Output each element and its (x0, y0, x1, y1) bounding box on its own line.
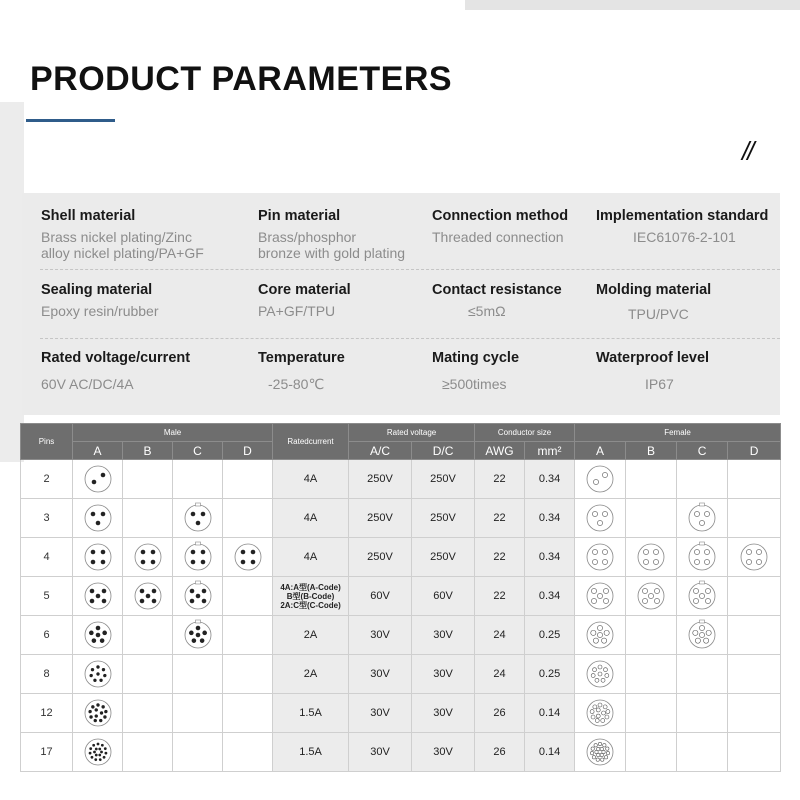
female-c-cell (677, 499, 728, 538)
female-pin-layout-icon (580, 736, 620, 768)
title-underline (26, 119, 115, 122)
male-a-cell (73, 655, 123, 694)
male-pin-layout-icon (178, 541, 218, 573)
param-label: Contact resistance (432, 282, 562, 298)
male-a-cell (73, 616, 123, 655)
param-shell-material (41, 208, 204, 261)
param-value: Brass/phosphor bronze with gold plating (258, 229, 406, 261)
female-a-cell (575, 577, 626, 616)
female-d-cell (728, 538, 781, 577)
param-label: Molding material (596, 282, 712, 298)
male-a-cell (73, 538, 123, 577)
rated-current-line: 4A:A型(A-Code) (280, 582, 341, 592)
pins-cell: 6 (21, 616, 73, 655)
female-d-cell (728, 499, 781, 538)
female-d-cell (728, 694, 781, 733)
female-pin-layout-icon (580, 619, 620, 651)
male-pin-layout-icon (78, 736, 118, 768)
table-row (21, 538, 781, 577)
male-pin-layout-icon (78, 463, 118, 495)
header-female: Female (575, 424, 781, 442)
awg-cell: 24 (475, 655, 525, 694)
female-b-cell (626, 733, 677, 772)
param-label: Implementation standard (596, 208, 769, 224)
female-pin-layout-icon (631, 580, 671, 612)
female-pin-layout-icon (631, 541, 671, 573)
rated-current-cell: 1.5A (273, 733, 349, 772)
ac-voltage-cell: 30V (349, 616, 412, 655)
table-row (21, 733, 781, 772)
male-c-cell (173, 577, 223, 616)
table-row (21, 616, 781, 655)
female-a-cell (575, 499, 626, 538)
pins-cell: 12 (21, 694, 73, 733)
dc-voltage-cell: 30V (412, 733, 475, 772)
ac-voltage-cell: 250V (349, 460, 412, 499)
param-label: Sealing material (41, 282, 153, 298)
female-a-cell (575, 733, 626, 772)
female-d-cell (728, 577, 781, 616)
dc-voltage-cell: 30V (412, 694, 475, 733)
param-temperature (258, 350, 345, 392)
female-pin-layout-icon (682, 619, 722, 651)
header-female-c: C (677, 442, 728, 460)
dc-voltage-cell: 30V (412, 655, 475, 694)
mm2-cell: 0.34 (525, 538, 575, 577)
param-waterproof-level (596, 350, 709, 392)
rated-current-cell: 4A (273, 499, 349, 538)
male-a-cell (73, 577, 123, 616)
mm2-cell: 0.34 (525, 460, 575, 499)
header-male-c: C (173, 442, 223, 460)
param-value: ≤5mΩ (468, 303, 506, 319)
female-pin-layout-icon (682, 580, 722, 612)
param-label: Rated voltage/current (41, 350, 191, 366)
header-dc: D/C (412, 442, 475, 460)
rated-current-cell (273, 577, 349, 616)
table-row (21, 694, 781, 733)
female-b-cell (626, 616, 677, 655)
rated-current-cell: 2A (273, 655, 349, 694)
page-title: PRODUCT PARAMETERS (30, 60, 453, 98)
male-b-cell (123, 460, 173, 499)
female-c-cell (677, 460, 728, 499)
male-c-cell (173, 733, 223, 772)
param-mating-cycle (432, 350, 519, 392)
header-pins: Pins (21, 424, 73, 460)
header-mm2: mm² (525, 442, 575, 460)
male-d-cell (223, 733, 273, 772)
param-sealing-material (41, 282, 159, 319)
dc-voltage-cell: 250V (412, 538, 475, 577)
table-row (21, 655, 781, 694)
male-pin-layout-icon (128, 580, 168, 612)
left-decor-band (0, 102, 24, 462)
female-a-cell (575, 538, 626, 577)
female-d-cell (728, 655, 781, 694)
male-pin-layout-icon (78, 697, 118, 729)
param-core-material (258, 282, 351, 319)
param-pin-material (258, 208, 405, 261)
male-b-cell (123, 694, 173, 733)
header-rated-current: Ratedcurrent (273, 424, 349, 460)
param-value: 60V AC/DC/4A (41, 376, 134, 392)
male-c-cell (173, 655, 223, 694)
param-value: IP67 (645, 376, 674, 392)
awg-cell: 22 (475, 577, 525, 616)
male-a-cell (73, 694, 123, 733)
male-a-cell (73, 733, 123, 772)
female-c-cell (677, 538, 728, 577)
mm2-cell: 0.25 (525, 655, 575, 694)
param-label: Shell material (41, 208, 136, 224)
female-b-cell (626, 499, 677, 538)
rated-current-line: B型(B-Code) (286, 591, 335, 601)
awg-cell: 22 (475, 460, 525, 499)
rated-current-cell: 4A (273, 460, 349, 499)
male-c-cell (173, 538, 223, 577)
header-male-d: D (223, 442, 273, 460)
table-body (21, 460, 781, 772)
awg-cell: 26 (475, 694, 525, 733)
female-b-cell (626, 655, 677, 694)
female-b-cell (626, 694, 677, 733)
male-d-cell (223, 694, 273, 733)
male-d-cell (223, 655, 273, 694)
table-row (21, 577, 781, 616)
female-pin-layout-icon (580, 463, 620, 495)
pins-cell: 3 (21, 499, 73, 538)
dc-voltage-cell: 30V (412, 616, 475, 655)
header-male-b: B (123, 442, 173, 460)
male-c-cell (173, 460, 223, 499)
header-rated-voltage: Rated voltage (349, 424, 475, 442)
female-b-cell (626, 538, 677, 577)
header-ac: A/C (349, 442, 412, 460)
param-label: Mating cycle (432, 350, 520, 366)
male-d-cell (223, 577, 273, 616)
param-value: PA+GF/TPU (258, 303, 336, 319)
param-label: Pin material (258, 208, 341, 224)
param-contact-resistance (432, 282, 562, 319)
male-b-cell (123, 577, 173, 616)
pins-cell: 8 (21, 655, 73, 694)
mm2-cell: 0.14 (525, 733, 575, 772)
female-c-cell (677, 616, 728, 655)
header-female-d: D (728, 442, 781, 460)
male-pin-layout-icon (78, 619, 118, 651)
male-pin-layout-icon (178, 580, 218, 612)
param-label: Temperature (258, 350, 345, 366)
param-rated-voltage-current (41, 350, 190, 392)
top-decor-band (465, 0, 800, 10)
param-value: TPU/PVC (628, 306, 689, 322)
header-male-a: A (73, 442, 123, 460)
male-pin-layout-icon (178, 619, 218, 651)
header-male: Male (73, 424, 273, 442)
female-pin-layout-icon (734, 541, 774, 573)
male-pin-layout-icon (228, 541, 268, 573)
ac-voltage-cell: 30V (349, 694, 412, 733)
female-a-cell (575, 694, 626, 733)
table-header (21, 424, 781, 460)
pins-cell: 17 (21, 733, 73, 772)
spec-table (20, 423, 781, 772)
rated-current-cell: 2A (273, 616, 349, 655)
mm2-cell: 0.25 (525, 616, 575, 655)
param-label: Core material (258, 282, 351, 298)
female-pin-layout-icon (580, 502, 620, 534)
rated-current-cell: 4A (273, 538, 349, 577)
male-b-cell (123, 733, 173, 772)
male-pin-layout-icon (78, 658, 118, 690)
female-pin-layout-icon (580, 658, 620, 690)
male-pin-layout-icon (78, 502, 118, 534)
female-pin-layout-icon (682, 541, 722, 573)
female-d-cell (728, 616, 781, 655)
param-divider (40, 269, 780, 270)
male-a-cell (73, 499, 123, 538)
param-value: Epoxy resin/rubber (41, 303, 159, 319)
male-pin-layout-icon (178, 502, 218, 534)
table-row (21, 499, 781, 538)
ac-voltage-cell: 30V (349, 655, 412, 694)
male-pin-layout-icon (78, 580, 118, 612)
male-a-cell (73, 460, 123, 499)
female-c-cell (677, 655, 728, 694)
ac-voltage-cell: 60V (349, 577, 412, 616)
female-c-cell (677, 694, 728, 733)
female-c-cell (677, 733, 728, 772)
dc-voltage-cell: 60V (412, 577, 475, 616)
male-d-cell (223, 499, 273, 538)
param-molding-material (596, 282, 711, 322)
awg-cell: 26 (475, 733, 525, 772)
param-value: IEC61076-2-101 (633, 229, 736, 245)
param-value: -25-80℃ (268, 376, 325, 392)
female-a-cell (575, 616, 626, 655)
mm2-cell: 0.34 (525, 577, 575, 616)
awg-cell: 24 (475, 616, 525, 655)
table-row (21, 460, 781, 499)
male-d-cell (223, 616, 273, 655)
awg-cell: 22 (475, 499, 525, 538)
mm2-cell: 0.14 (525, 694, 575, 733)
male-b-cell (123, 655, 173, 694)
params-panel (22, 193, 780, 415)
header-awg: AWG (475, 442, 525, 460)
ac-voltage-cell: 30V (349, 733, 412, 772)
param-value: Brass nickel plating/Zinc alloy nickel plating/PA+GF (41, 229, 204, 261)
pins-cell: 2 (21, 460, 73, 499)
param-value: Threaded connection (432, 229, 564, 245)
pins-cell: 4 (21, 538, 73, 577)
female-pin-layout-icon (580, 580, 620, 612)
male-pin-layout-icon (128, 541, 168, 573)
female-pin-layout-icon (580, 541, 620, 573)
rated-current-line: 2A:C型(C-Code) (280, 600, 341, 610)
awg-cell: 22 (475, 538, 525, 577)
female-a-cell (575, 460, 626, 499)
header-female-a: A (575, 442, 626, 460)
rated-current-cell: 1.5A (273, 694, 349, 733)
male-c-cell (173, 616, 223, 655)
female-c-cell (677, 577, 728, 616)
male-b-cell (123, 538, 173, 577)
param-label: Waterproof level (596, 350, 710, 366)
male-d-cell (223, 460, 273, 499)
dc-voltage-cell: 250V (412, 499, 475, 538)
ac-voltage-cell: 250V (349, 538, 412, 577)
female-pin-layout-icon (580, 697, 620, 729)
param-divider (40, 338, 780, 339)
female-b-cell (626, 577, 677, 616)
pins-cell: 5 (21, 577, 73, 616)
female-d-cell (728, 733, 781, 772)
slash-mark: // (742, 136, 753, 166)
param-implementation-standard (596, 208, 768, 245)
female-d-cell (728, 460, 781, 499)
dc-voltage-cell: 250V (412, 460, 475, 499)
ac-voltage-cell: 250V (349, 499, 412, 538)
male-c-cell (173, 499, 223, 538)
female-pin-layout-icon (682, 502, 722, 534)
female-b-cell (626, 460, 677, 499)
header-female-b: B (626, 442, 677, 460)
header-conductor-size: Conductor size (475, 424, 575, 442)
female-a-cell (575, 655, 626, 694)
mm2-cell: 0.34 (525, 499, 575, 538)
param-value: ≥500times (442, 376, 507, 392)
male-b-cell (123, 499, 173, 538)
male-b-cell (123, 616, 173, 655)
param-connection-method (432, 208, 568, 245)
param-label: Connection method (432, 208, 569, 224)
male-pin-layout-icon (78, 541, 118, 573)
male-c-cell (173, 694, 223, 733)
male-d-cell (223, 538, 273, 577)
